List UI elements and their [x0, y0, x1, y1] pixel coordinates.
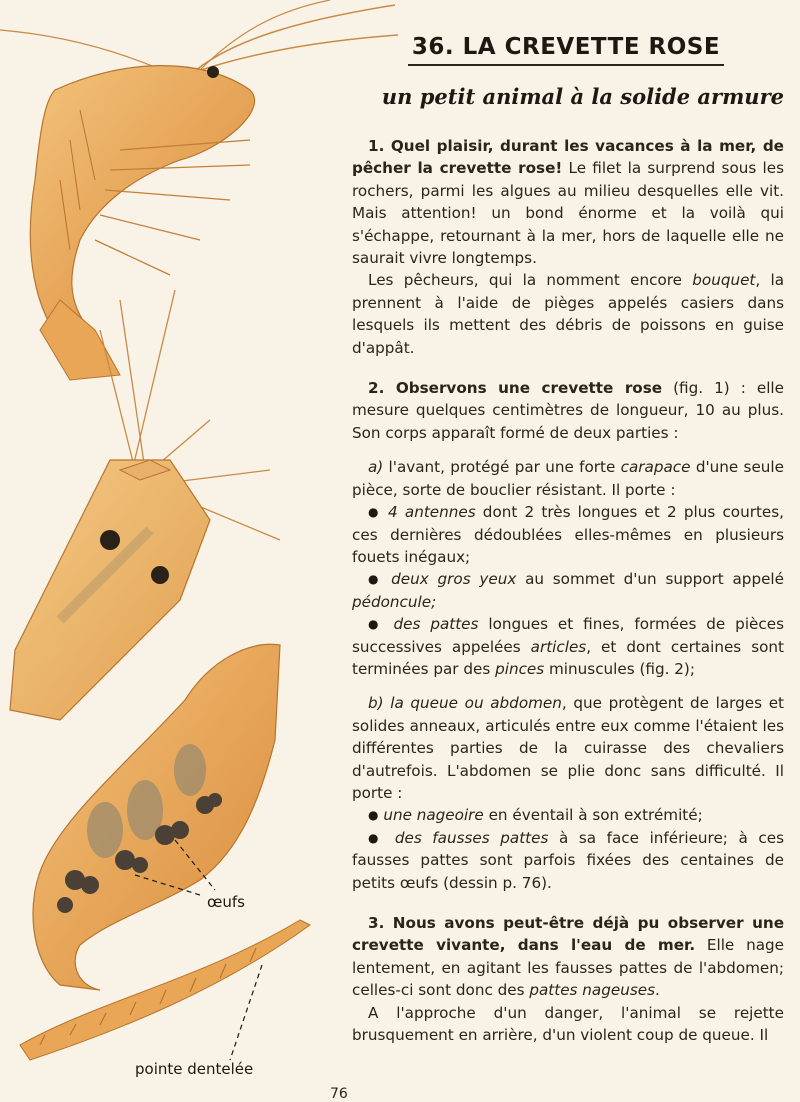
spine-label: pointe dentelée	[135, 1060, 254, 1078]
part-a-text: l'avant, protégé par une forte	[383, 458, 621, 477]
bullet-icon: ●	[368, 572, 383, 587]
section3-lead: 3. Nous avons peut-être déjà pu observer une crevette vivante, dans l'eau de mer.	[352, 914, 784, 955]
section1-p2-a: Les pêcheurs, qui la nomment encore	[368, 271, 693, 290]
part-a-letter: a)	[368, 458, 384, 477]
bullet-antennae	[352, 501, 784, 568]
part-b-text: , que protègent de larges et solides anneaux, articulés entre eux comme l'étaient les différentes parties de la cuirasse des chevaliers d'autrefois. L'abdomen se plie donc sans difficulté. Il porte :	[352, 694, 785, 802]
bullet-antennae-em: 4 antennes	[388, 503, 476, 522]
shrimp-illustrations	[0, 0, 400, 1098]
part-a-em: carapace	[620, 458, 691, 477]
bullet-false-legs-em: des fausses pattes	[394, 828, 549, 847]
bullet-legs	[352, 613, 784, 680]
bullet-legs-text: longues et fines, formées de pièces successives appelées	[352, 615, 784, 656]
page-title: 36. LA CREVETTE ROSE	[408, 34, 724, 66]
bullet-icon: ●	[368, 505, 381, 520]
part-b-letter: b)	[368, 694, 384, 713]
bullet-icon: ●	[368, 617, 384, 632]
bullet-legs-em2: articles	[530, 637, 587, 656]
eggs-label: œufs	[207, 893, 245, 911]
bullet-legs-text3: minuscules (fig. 2);	[544, 659, 695, 678]
section3-em: pattes nageuses	[529, 981, 655, 1000]
bullet-eyes	[352, 568, 784, 613]
bullet-legs-em: des pattes	[393, 615, 479, 634]
bullet-false-legs-text: à sa face inférieure; à ces fausses pattes sont parfois fixées des centaines de petits œufs (dessin p. 76).	[352, 828, 785, 892]
section2-part-b	[352, 692, 784, 804]
section1-lead: 1. Quel plaisir, durant les vacances à la mer, de pêcher la crevette rose!	[352, 137, 784, 178]
part-a-text2: d'une seule pièce, sorte de bouclier résistant. Il porte :	[352, 458, 784, 499]
bullet-legs-text2: , et dont certaines sont terminées par des	[352, 637, 784, 678]
section3-text2: .	[655, 981, 660, 1000]
part-b-em: la queue ou abdomen	[383, 694, 562, 713]
section2-paragraph	[352, 377, 784, 444]
page-subtitle: un petit animal à la solide armure	[381, 84, 784, 109]
section2-part-a	[352, 456, 784, 501]
page-number: 76	[330, 1086, 348, 1102]
bullet-false-legs	[352, 827, 784, 894]
section1-paragraph2	[352, 269, 784, 359]
bullet-fin	[352, 804, 784, 826]
bullet-fin-text: en éventail à son extrémité;	[483, 806, 703, 825]
bullet-eyes-em2: pédoncule;	[352, 592, 437, 611]
section2-text: (fig. 1) : elle mesure quelques centimètres de longueur, 10 au plus. Son corps apparaît formé de deux parties :	[352, 379, 784, 442]
section1-text: Le filet la surprend sous les rochers, parmi les algues au milieu desquelles elle vit. Mais attention! un bond énorme et la voilà qui s'échappe, retournant à la mer, hors de laquelle elle ne saurait vivre longtemps.	[352, 159, 784, 268]
bullet-antennae-text: dont 2 très longues et 2 plus courtes, ces dernières dédoublées elles-mêmes en plusieurs fouets inégaux;	[352, 503, 784, 566]
bullet-eyes-em: deux gros yeux	[391, 570, 517, 589]
section1-paragraph	[352, 135, 784, 269]
section1-p2-b: , la prennent à l'aide de pièges appelés casiers dans lesquels ils mettent des débris de poissons en guise d'appât.	[352, 271, 785, 357]
bullet-legs-em3: pinces	[495, 659, 545, 678]
bullet-fin-em: une nageoire	[383, 806, 484, 825]
section3-text: Elle nage lentement, en agitant les fausses pattes de l'abdomen; celles-ci sont donc des	[352, 936, 784, 1000]
bullet-icon: ●	[368, 830, 385, 845]
section3-paragraph2: A l'approche d'un danger, l'animal se rejette brusquement en arrière, d'un violent coup de queue. Il	[352, 1003, 784, 1045]
bullet-icon: ●	[368, 808, 379, 823]
text-column	[352, 34, 784, 1046]
section1-p2-em: bouquet	[692, 271, 756, 290]
section2-lead: 2. Observons une crevette rose	[368, 379, 663, 398]
whole-shrimp-figure	[0, 0, 398, 380]
bullet-eyes-text: au sommet d'un support appelé	[516, 570, 784, 589]
section3-paragraph	[352, 912, 784, 1002]
